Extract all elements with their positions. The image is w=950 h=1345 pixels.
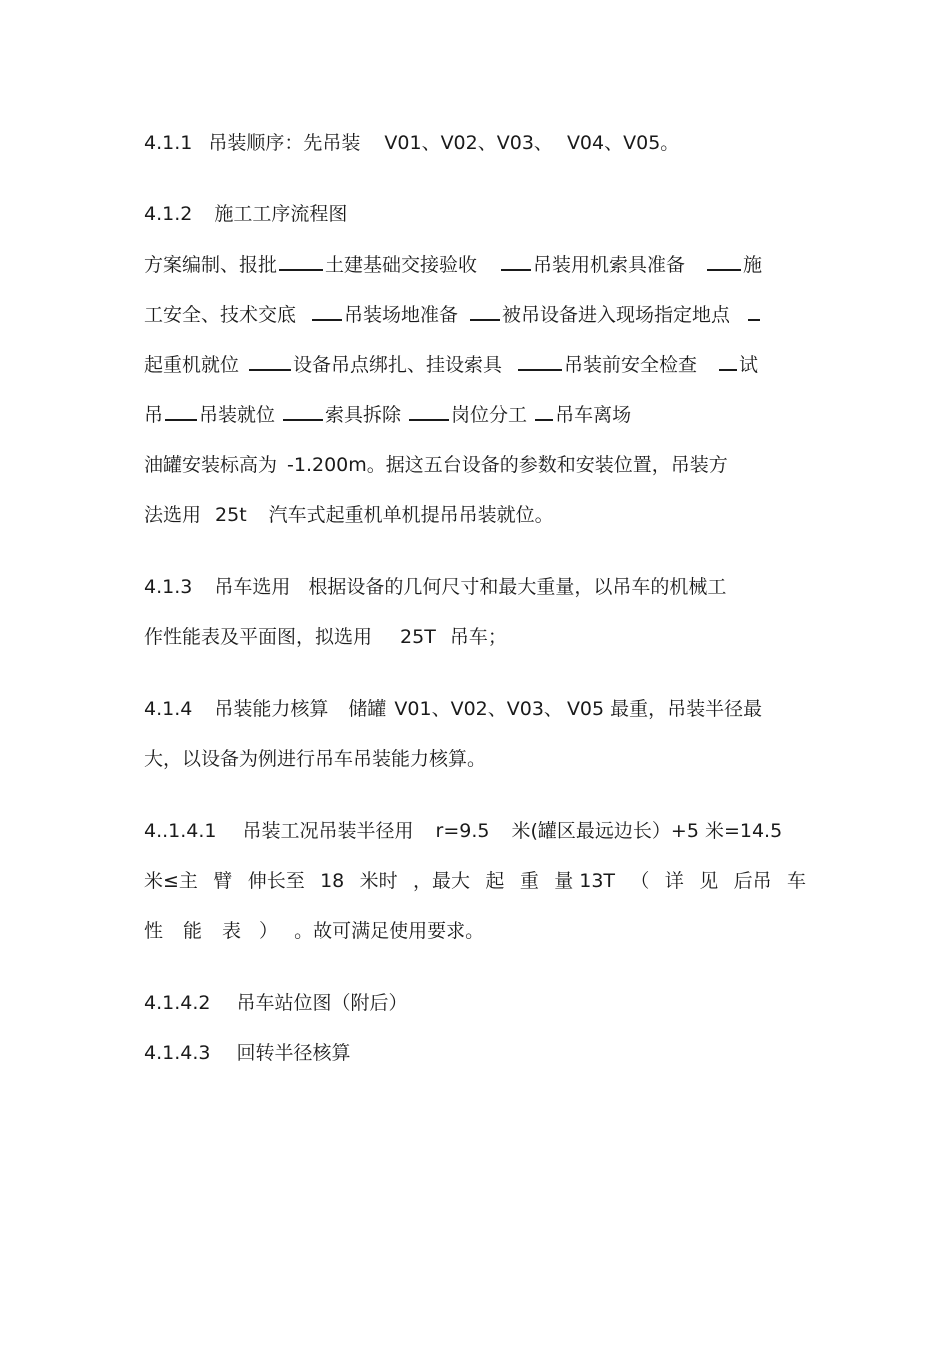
flow-line-4 <box>144 402 631 428</box>
text: 后吊 <box>733 870 772 892</box>
section-number: 4.1.1 <box>144 132 193 154</box>
flow-step: 施 <box>743 254 763 276</box>
flow-step: 起重机就位 <box>144 354 240 376</box>
flow-step: 索具拆除 <box>325 404 402 426</box>
text: -1.200m。据这五台设备的参数和安装位置，吊装方 <box>287 454 728 476</box>
text: 储罐 <box>348 698 387 720</box>
section-title: 吊装能力核算 <box>214 698 329 720</box>
text: ，最大 <box>413 870 471 892</box>
text: 米≤主 <box>144 870 198 892</box>
flow-step: 吊装场地准备 <box>344 304 459 326</box>
flow-step: 吊车离场 <box>555 404 632 426</box>
text: 米(罐区最远边长）+5 米=14.5 <box>511 820 783 842</box>
text: V03、 <box>506 698 563 720</box>
text: 起 <box>485 870 505 892</box>
section-title: 吊车选用 <box>214 576 291 598</box>
flow-step: 被吊设备进入现场指定地点 <box>502 304 731 326</box>
paragraph-method <box>144 502 554 528</box>
flow-step: 方案编制、报批 <box>144 254 278 276</box>
section-4-1-4 <box>144 696 762 722</box>
flow-line-1 <box>144 252 762 278</box>
section-number: 4.1.4.3 <box>144 1042 211 1064</box>
text: V01、V02、 <box>394 698 507 720</box>
section-number: 4.1.4 <box>144 698 193 720</box>
text: （ <box>630 870 650 892</box>
text: 25t <box>215 504 247 526</box>
flow-step: 设备吊点绑扎、挂设索具 <box>293 354 503 376</box>
text: 油罐安装标高为 <box>144 454 278 476</box>
flow-line-2 <box>144 302 762 328</box>
item-v05: 、V05。 <box>604 132 680 154</box>
text: 伸长至 <box>247 870 305 892</box>
section-4-1-4-cont <box>144 746 486 772</box>
section-4-1-2-heading <box>144 201 347 227</box>
item-v03: V03、 <box>496 132 553 154</box>
section-number: 4..1.4.1 <box>144 820 217 842</box>
section-4-1-4-1-row2 <box>144 868 806 894</box>
text: 吊车； <box>449 626 507 648</box>
section-4-1-4-1 <box>144 818 782 844</box>
item-v01: V01 <box>384 132 422 154</box>
section-4-1-4-1-row3 <box>144 918 484 944</box>
text: 能 <box>183 920 203 942</box>
item-v02: 、V02、 <box>421 132 497 154</box>
section-text: 吊装顺序：先吊装 <box>208 132 361 154</box>
flow-step: 土建基础交接验收 <box>325 254 478 276</box>
section-number: 4.1.3 <box>144 576 193 598</box>
text: 汽车式起重机单机提吊吊装就位。 <box>268 504 554 526</box>
section-title: 施工工序流程图 <box>214 203 348 225</box>
flow-step: 吊装用机索具准备 <box>533 254 686 276</box>
text: 作性能表及平面图，拟选用 <box>144 626 373 648</box>
section-title: 回转半径核算 <box>236 1042 351 1064</box>
section-4-1-3 <box>144 574 726 600</box>
flow-step: 吊 <box>144 404 164 426</box>
text: ） <box>259 920 279 942</box>
text: 臂 <box>213 870 233 892</box>
flow-line-3 <box>144 352 758 378</box>
section-number: 4.1.4.2 <box>144 992 211 1014</box>
section-4-1-3-cont <box>144 624 507 650</box>
text: 18 <box>320 870 345 892</box>
text: 吊装工况吊装半径用 <box>242 820 414 842</box>
text: r=9.5 <box>435 820 490 842</box>
text: 车 <box>786 870 806 892</box>
section-number: 4.1.2 <box>144 203 193 225</box>
text: 。故可满足使用要求。 <box>294 920 485 942</box>
flow-step: 岗位分工 <box>451 404 528 426</box>
flow-step: 试 <box>739 354 759 376</box>
item-v04: V04 <box>566 132 605 154</box>
flow-step: 吊装就位 <box>199 404 276 426</box>
section-4-1-1 <box>144 130 679 156</box>
text: 法选用 <box>144 504 202 526</box>
paragraph-elevation <box>144 452 728 478</box>
text: 25T <box>400 626 436 648</box>
text: 量 13T <box>554 870 616 892</box>
section-4-1-4-2 <box>144 990 408 1016</box>
text: 性 <box>144 920 164 942</box>
text: 重 <box>519 870 539 892</box>
flow-step: 工安全、技术交底 <box>144 304 297 326</box>
flow-step: 吊装前安全检查 <box>564 354 698 376</box>
section-title: 吊车站位图（附后） <box>236 992 408 1014</box>
text: 详 <box>664 870 684 892</box>
text: 大，以设备为例进行吊车吊装能力核算。 <box>144 748 487 770</box>
text: V05 最重，吊装半径最 <box>566 698 763 720</box>
text: 根据设备的几何尺寸和最大重量，以吊车的机械工 <box>308 576 727 598</box>
section-4-1-4-3 <box>144 1040 351 1066</box>
text: 见 <box>699 870 719 892</box>
text: 米时 <box>359 870 398 892</box>
text: 表 <box>222 920 242 942</box>
